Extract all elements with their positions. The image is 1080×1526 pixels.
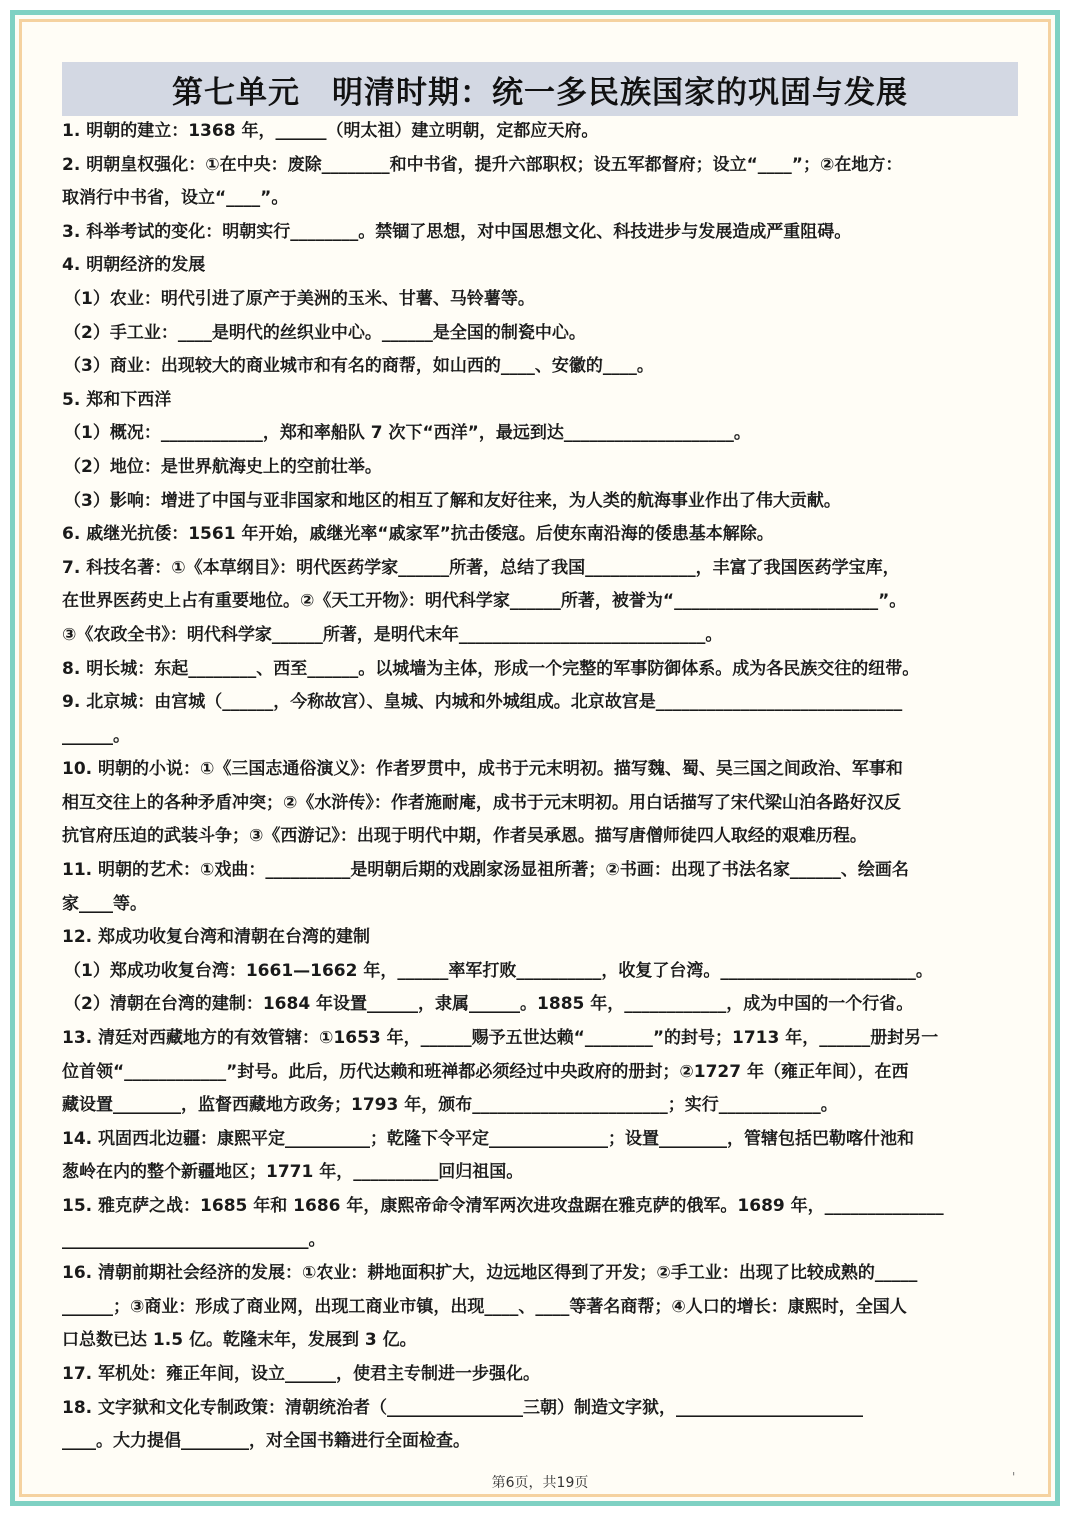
text-line: 葱岭在内的整个新疆地区；1771 年，__________回归祖国。: [62, 1162, 524, 1183]
text-line: 10. 明朝的小说：①《三国志通俗演义》：作者罗贯中，成书于元末明初。描写魏、蜀、吴三国之间政治、军事和: [62, 759, 903, 780]
text-line: （3）商业：出现较大的商业城市和有名的商帮，如山西的____、安徽的____。: [64, 356, 654, 377]
text-line: 6. 戚继光抗倭：1561 年开始，戚继光率“戚家军”抗击倭寇。后使东南沿海的倭患基本解除。: [62, 524, 774, 545]
text-line: ______。: [62, 725, 130, 746]
text-line: （3）影响：增进了中国与亚非国家和地区的相互了解和友好往来，为人类的航海事业作出了伟大贡献。: [64, 490, 841, 511]
text-line: （1）农业：明代引进了原产于美洲的玉米、甘薯、马铃薯等。: [64, 288, 535, 309]
text-line: 2. 明朝皇权强化：①在中央：废除________和中书省，提升六部职权；设五军都督府；设立“____”；②在地方：: [62, 154, 903, 175]
text-line: 取消行中书省，设立“____”。: [62, 188, 289, 209]
page-number: 第6页，共19页: [491, 1475, 589, 1491]
text-line: 12. 郑成功收复台湾和清朝在台湾的建制: [62, 927, 371, 948]
text-line: 抗官府压迫的武装斗争；③《西游记》：出现于明代中期，作者吴承恩。描写唐僧师徒四人取经的艰难历程。: [62, 826, 867, 847]
text-line: 口总数已达 1.5 亿。乾隆末年，发展到 3 亿。: [62, 1330, 417, 1351]
text-line: 17. 军机处：雍正年间，设立______，使君主专制进一步强化。: [62, 1363, 541, 1384]
text-line: （2）手工业：____是明代的丝织业中心。______是全国的制瓷中心。: [64, 322, 586, 343]
text-line: 16. 清朝前期社会经济的发展：①农业：耕地面积扩大，边远地区得到了开发；②手工业：出现了比较成熟的_____: [62, 1263, 918, 1284]
text-line: 1. 明朝的建立：1368 年，______（明太祖）建立明朝，定都应天府。: [62, 121, 599, 141]
text-line: 18. 文字狱和文化专制政策：清朝统治者（________________三朝）制造文字狱，______________________: [62, 1397, 864, 1418]
text-line: ____。大力提倡________，对全国书籍进行全面检查。: [62, 1431, 470, 1452]
text-line: 15. 雅克萨之战：1685 年和 1686 年，康熙帝命令清军两次进攻盘踞在雅克萨的俄军。1689 年，______________: [62, 1196, 944, 1216]
corner-mark: ': [1012, 1470, 1016, 1484]
text-line: 在世界医药史上占有重要地位。②《天工开物》：明代科学家______所著，被誉为“________________________”。: [62, 591, 907, 612]
text-line: 13. 清廷对西藏地方的有效管辖：①1653 年，______赐予五世达赖“________”的封号；1713 年，______册封另一: [62, 1028, 939, 1049]
text-line: ______；③商业：形成了商业网，出现工商业市镇，出现____、____等著名商帮；④人口的增长：康熙时，全国人: [62, 1296, 907, 1317]
text-line: 9. 北京城：由宫城（______，今称故宫）、皇城、内城和外城组成。北京故宫是_____________________________: [62, 692, 903, 713]
text-line: 位首领“____________”封号。此后，历代达赖和班禅都必须经过中央政府的册封；②1727 年（雍正年间），在西: [62, 1061, 909, 1082]
worksheet-content: [62, 115, 1020, 1459]
text-line: （1）概况：____________，郑和率船队 7 次下“西洋”，最远到达____________________。: [64, 423, 751, 444]
text-line: 3. 科举考试的变化：明朝实行________。禁锢了思想，对中国思想文化、科技进步与发展造成严重阻碍。: [62, 221, 852, 242]
text-line: 11. 明朝的艺术：①戏曲：__________是明朝后期的戏剧家汤显祖所著；②书画：出现了书法名家______、绘画名: [62, 860, 909, 881]
text-line: 5. 郑和下西洋: [62, 389, 172, 410]
text-line: _____________________________。: [62, 1229, 326, 1250]
text-line: （2）清朝在台湾的建制：1684 年设置______，隶属______。1885 年，____________，成为中国的一个行省。: [64, 994, 914, 1015]
text-line: 8. 明长城：东起________、西至______。以城墙为主体，形成一个完整的军事防御体系。成为各民族交往的纽带。: [62, 658, 920, 679]
text-line: ③《农政全书》：明代科学家______所著，是明代末年_____________________________。: [62, 624, 723, 645]
text-line: （2）地位：是世界航海史上的空前壮举。: [64, 456, 382, 477]
text-line: 相互交往上的各种矛盾冲突；②《水浒传》：作者施耐庵，成书于元末明初。用白话描写了宋代梁山泊各路好汉反: [62, 792, 901, 813]
text-line: 7. 科技名著：①《本草纲目》：明代医药学家______所著，总结了我国_____________，丰富了我国医药学宝库，: [62, 557, 900, 578]
unit-title-bar: [62, 62, 1018, 116]
text-line: 藏设置________，监督西藏地方政务；1793 年，颁布_______________________；实行____________。: [62, 1095, 838, 1116]
unit-title: 第七单元 明清时期：统一多民族国家的巩固与发展: [172, 74, 908, 111]
text-line: 4. 明朝经济的发展: [62, 255, 206, 276]
text-line: （1）郑成功收复台湾：1661—1662 年，______率军打败__________，收复了台湾。_______________________。: [64, 960, 933, 981]
text-line: 14. 巩固西北边疆：康熙平定__________；乾隆下令平定______________；设置________，管辖包括巴勒喀什池和: [62, 1128, 915, 1149]
text-line: 家____等。: [62, 893, 147, 914]
